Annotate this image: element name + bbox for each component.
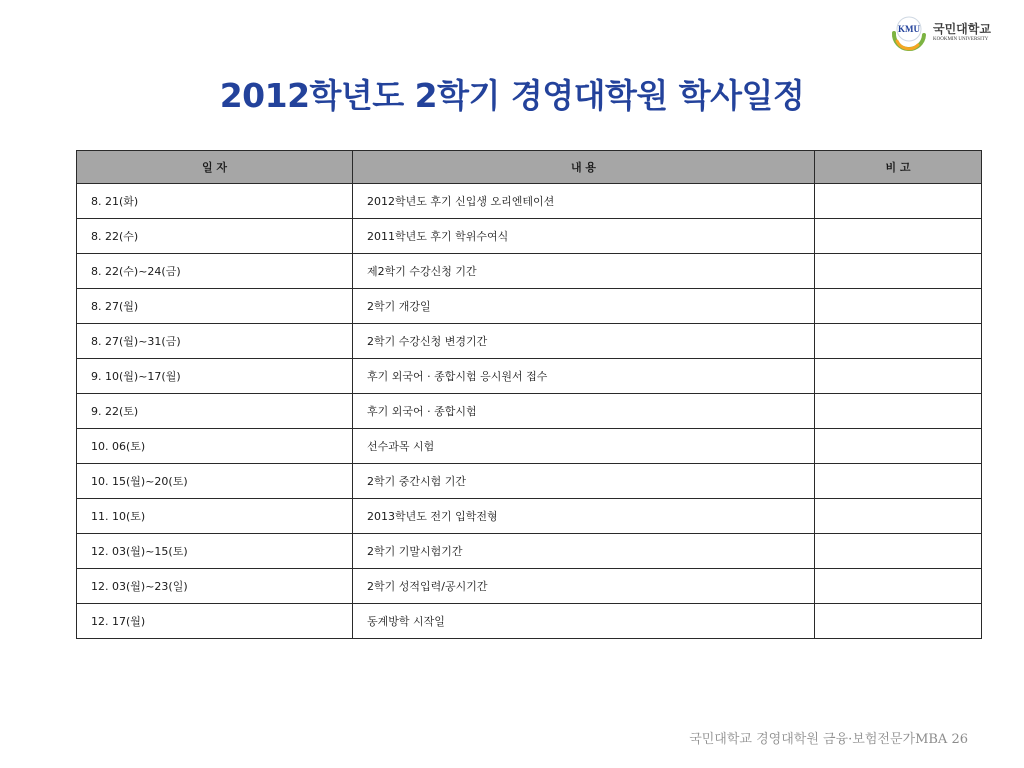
row-note: [815, 184, 982, 219]
row-content: 후기 외국어 · 종합시험 응시원서 접수: [353, 359, 815, 394]
row-content: 2012학년도 후기 신입생 오리엔테이션: [353, 184, 815, 219]
row-content: 2011학년도 후기 학위수여식: [353, 219, 815, 254]
row-note: [815, 289, 982, 324]
row-note: [815, 464, 982, 499]
row-note: [815, 219, 982, 254]
logo-text: [933, 22, 991, 43]
row-note: [815, 569, 982, 604]
row-date: 8. 22(수)~24(금): [77, 254, 353, 289]
row-content: 2013학년도 전기 입학전형: [353, 499, 815, 534]
row-content: 2학기 기말시험기간: [353, 534, 815, 569]
row-note: [815, 429, 982, 464]
row-date: 9. 22(토): [77, 394, 353, 429]
row-note: [815, 324, 982, 359]
row-content: 제2학기 수강신청 기간: [353, 254, 815, 289]
row-date: 12. 03(월)~15(토): [77, 534, 353, 569]
row-content: 2학기 개강일: [353, 289, 815, 324]
logo-emblem-icon: [888, 11, 930, 53]
table-row: [77, 289, 982, 324]
header-note: 비 고: [815, 151, 982, 184]
row-note: [815, 394, 982, 429]
row-date: 8. 22(수): [77, 219, 353, 254]
row-note: [815, 604, 982, 639]
table-row: [77, 604, 982, 639]
row-date: 8. 27(월): [77, 289, 353, 324]
row-content: 2학기 중간시험 기간: [353, 464, 815, 499]
row-content: 동계방학 시작일: [353, 604, 815, 639]
row-content: 2학기 수강신청 변경기간: [353, 324, 815, 359]
row-content: 선수과목 시험: [353, 429, 815, 464]
row-content: 2학기 성적입력/공시기간: [353, 569, 815, 604]
row-note: [815, 254, 982, 289]
row-date: 10. 15(월)~20(토): [77, 464, 353, 499]
table-row: [77, 429, 982, 464]
page-title: 2012학년도 2학기 경영대학원 학사일정: [219, 76, 805, 115]
page-footer: 국민대학교 경영대학원 금융·보험전문가MBA 26: [689, 732, 968, 747]
header-content: 내 용: [353, 151, 815, 184]
row-date: 9. 10(월)~17(월): [77, 359, 353, 394]
table-row: [77, 464, 982, 499]
row-date: 12. 17(월): [77, 604, 353, 639]
table-row: [77, 254, 982, 289]
row-date: 10. 06(토): [77, 429, 353, 464]
row-date: 11. 10(토): [77, 499, 353, 534]
row-note: [815, 534, 982, 569]
table-row: [77, 499, 982, 534]
logo-emblem-text: KMU: [898, 24, 920, 34]
row-content: 후기 외국어 · 종합시험: [353, 394, 815, 429]
logo-subtitle: KOOKMIN UNIVERSITY: [933, 36, 989, 42]
table-row: [77, 569, 982, 604]
table-row: [77, 184, 982, 219]
row-date: 8. 21(화): [77, 184, 353, 219]
row-date: 8. 27(월)~31(금): [77, 324, 353, 359]
row-date: 12. 03(월)~23(일): [77, 569, 353, 604]
table-row: [77, 324, 982, 359]
row-note: [815, 359, 982, 394]
university-logo: [888, 10, 1016, 54]
table-row: [77, 394, 982, 429]
header-date: 일 자: [77, 151, 353, 184]
table-row: [77, 219, 982, 254]
schedule-table: [76, 150, 982, 639]
row-note: [815, 499, 982, 534]
table-row: [77, 534, 982, 569]
logo-name: 국민대학교: [933, 21, 991, 36]
table-header-row: [77, 151, 982, 184]
table-row: [77, 359, 982, 394]
